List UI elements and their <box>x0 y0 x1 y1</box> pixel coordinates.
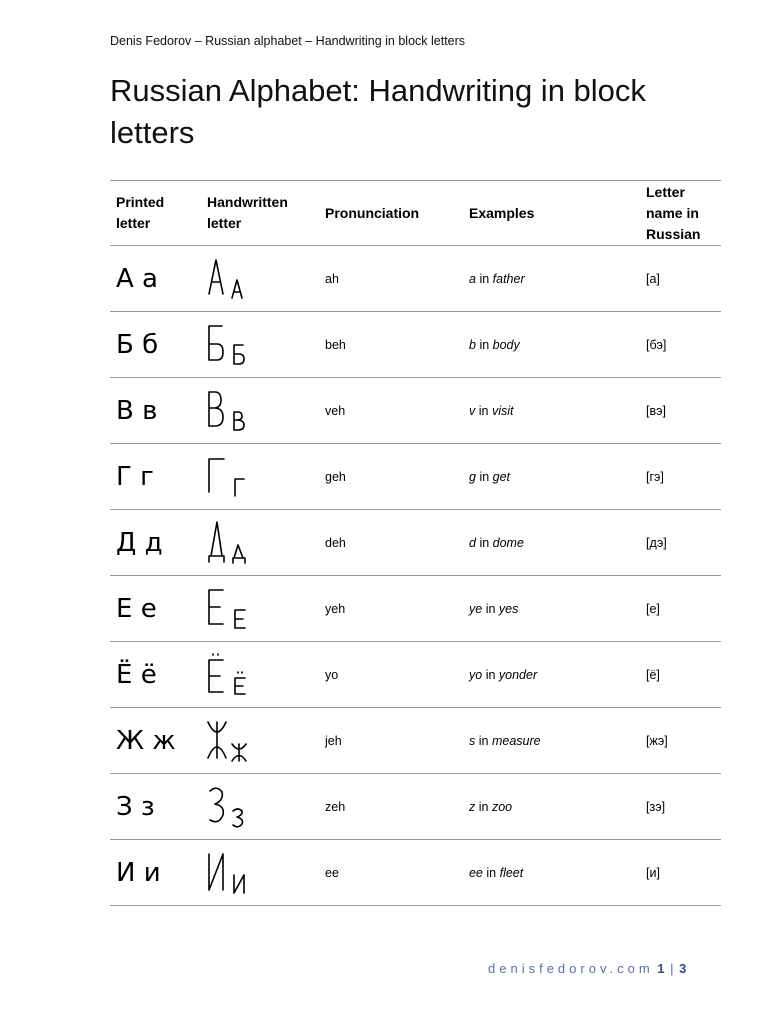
table-row <box>110 774 721 840</box>
table-row <box>110 246 721 312</box>
header-pronunciation: Pronunciation <box>319 181 463 246</box>
printed-letter: Е е <box>110 576 201 642</box>
example <box>463 510 640 576</box>
handwritten-letter <box>201 312 319 378</box>
pronunciation: ee <box>319 840 463 906</box>
example-word: yes <box>498 601 519 616</box>
example-word: measure <box>491 733 541 748</box>
printed-letter: А а <box>110 246 201 312</box>
example-word: body <box>492 337 520 352</box>
printed-letter: З з <box>110 774 201 840</box>
example <box>463 576 640 642</box>
example-in: in <box>485 667 496 682</box>
example-in: in <box>479 271 490 286</box>
letter-name: [жэ] <box>640 708 721 774</box>
handwritten-glyph <box>205 584 253 634</box>
example <box>463 444 640 510</box>
example-in: in <box>478 403 489 418</box>
handwritten-glyph <box>205 782 253 832</box>
example <box>463 642 640 708</box>
example-in: in <box>478 733 489 748</box>
handwritten-glyph <box>205 254 253 304</box>
pronunciation: jeh <box>319 708 463 774</box>
alphabet-table <box>110 180 721 906</box>
letter-name: [гэ] <box>640 444 721 510</box>
printed-letter: Ж ж <box>110 708 201 774</box>
example-word: visit <box>491 403 514 418</box>
table-row <box>110 642 721 708</box>
example-word: dome <box>492 535 524 550</box>
example <box>463 312 640 378</box>
handwritten-letter <box>201 576 319 642</box>
pronunciation: yo <box>319 642 463 708</box>
example-word: yonder <box>498 667 538 682</box>
header-examples: Examples <box>463 181 640 246</box>
example-sound: z <box>469 799 476 814</box>
example-in: in <box>478 799 489 814</box>
handwritten-letter <box>201 444 319 510</box>
footer-page-number: 1 <box>657 961 665 976</box>
header-printed-letter: Printed letter <box>110 181 201 246</box>
handwritten-glyph <box>205 650 253 700</box>
example-word: zoo <box>491 799 513 814</box>
pronunciation: ah <box>319 246 463 312</box>
handwritten-letter <box>201 840 319 906</box>
table-row <box>110 510 721 576</box>
pronunciation: yeh <box>319 576 463 642</box>
page-footer <box>488 961 686 976</box>
letter-name: [и] <box>640 840 721 906</box>
handwritten-letter <box>201 378 319 444</box>
letter-name: [а] <box>640 246 721 312</box>
table-row <box>110 576 721 642</box>
example <box>463 708 640 774</box>
printed-letter: И и <box>110 840 201 906</box>
printed-letter: В в <box>110 378 201 444</box>
example-sound: yo <box>469 667 483 682</box>
handwritten-glyph <box>205 320 253 370</box>
pronunciation: geh <box>319 444 463 510</box>
footer-page-total: 3 <box>679 961 687 976</box>
example-sound: b <box>469 337 476 352</box>
example-word: fleet <box>499 865 524 880</box>
example-in: in <box>479 535 490 550</box>
table-row <box>110 378 721 444</box>
printed-letter: Д д <box>110 510 201 576</box>
table-row <box>110 840 721 906</box>
handwritten-letter <box>201 708 319 774</box>
example-in: in <box>479 337 490 352</box>
printed-letter: Г г <box>110 444 201 510</box>
handwritten-glyph <box>205 452 253 502</box>
example-sound: v <box>469 403 476 418</box>
table-row <box>110 708 721 774</box>
example <box>463 840 640 906</box>
example-in: in <box>485 601 496 616</box>
example-in: in <box>479 469 490 484</box>
letter-name: [ё] <box>640 642 721 708</box>
printed-letter: Б б <box>110 312 201 378</box>
handwritten-letter <box>201 246 319 312</box>
printed-letter: Ё ё <box>110 642 201 708</box>
pronunciation: veh <box>319 378 463 444</box>
handwritten-glyph <box>205 848 253 898</box>
example-word: father <box>492 271 525 286</box>
example <box>463 246 640 312</box>
handwritten-glyph <box>205 518 253 568</box>
page-title: Russian Alphabet: Handwriting in block letters <box>110 73 646 150</box>
footer-site: denisfedorov.com <box>488 961 654 976</box>
pronunciation: beh <box>319 312 463 378</box>
handwritten-letter <box>201 510 319 576</box>
example-sound: s <box>469 733 476 748</box>
handwritten-glyph <box>205 716 253 766</box>
example-sound: d <box>469 535 476 550</box>
example-sound: a <box>469 271 476 286</box>
handwritten-letter <box>201 642 319 708</box>
table-row <box>110 312 721 378</box>
letter-name: [бэ] <box>640 312 721 378</box>
example-sound: ee <box>469 865 483 880</box>
example <box>463 378 640 444</box>
example <box>463 774 640 840</box>
letter-name: [е] <box>640 576 721 642</box>
example-in: in <box>486 865 497 880</box>
handwritten-letter <box>201 774 319 840</box>
example-sound: g <box>469 469 476 484</box>
pronunciation: zeh <box>319 774 463 840</box>
table-row <box>110 444 721 510</box>
header-handwritten-letter: Handwritten letter <box>201 181 319 246</box>
example-sound: ye <box>469 601 483 616</box>
example-word: get <box>492 469 511 484</box>
table-header-row <box>110 181 721 246</box>
footer-separator: | <box>670 961 674 976</box>
running-header: Denis Fedorov – Russian alphabet – Handwriting in block letters <box>110 34 466 48</box>
header-letter-name: Letter name in Russian <box>640 181 721 246</box>
pronunciation: deh <box>319 510 463 576</box>
letter-name: [вэ] <box>640 378 721 444</box>
letter-name: [зэ] <box>640 774 721 840</box>
letter-name: [дэ] <box>640 510 721 576</box>
handwritten-glyph <box>205 386 253 436</box>
